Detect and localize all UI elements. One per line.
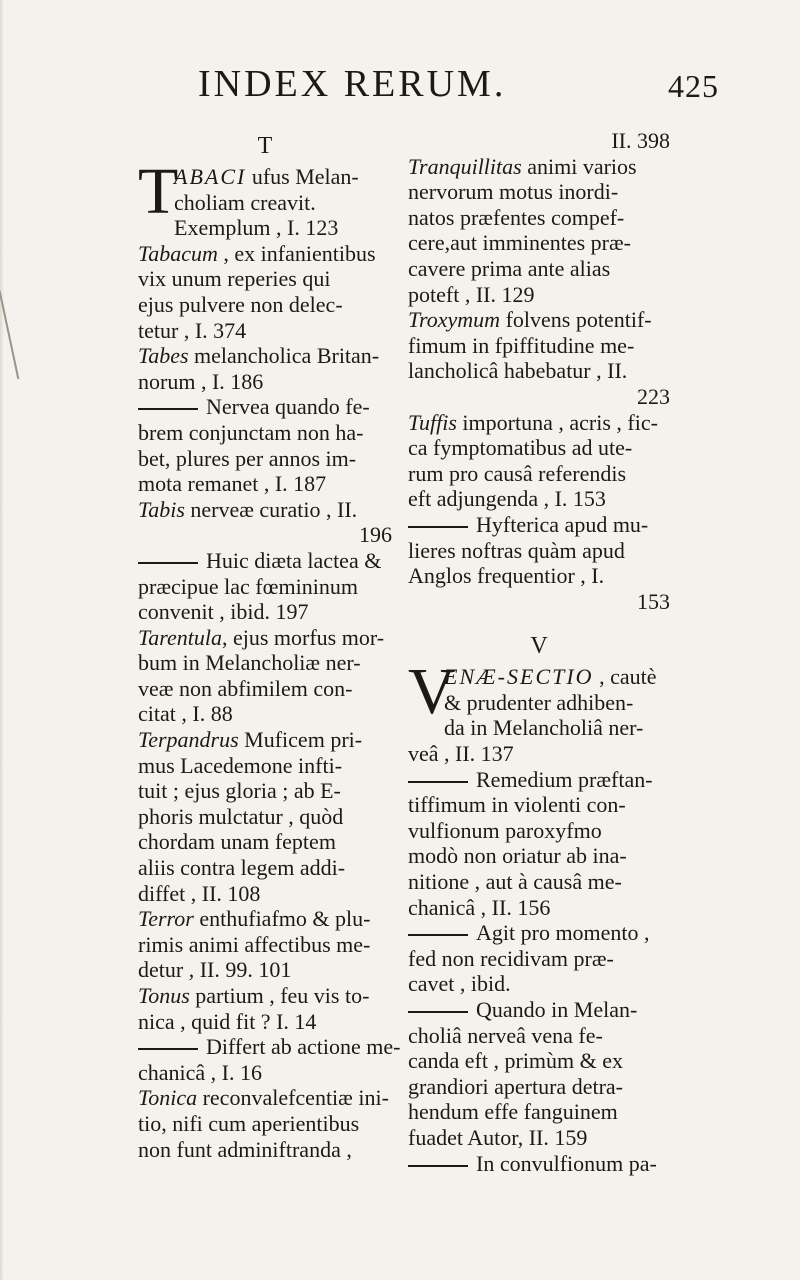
index-text: reconvalefcentiæ ini- xyxy=(197,1085,389,1111)
index-text: Huic diæta lactea & xyxy=(206,547,382,573)
index-term: Tabis xyxy=(138,496,185,522)
index-text: bet, plures per annos im- xyxy=(138,445,357,471)
index-text: citat , I. 88 xyxy=(138,701,233,727)
index-text: ufus Melan- xyxy=(246,164,359,189)
index-text: chanicâ , I. 16 xyxy=(138,1059,262,1085)
index-term: Tonica xyxy=(138,1085,198,1111)
ditto-dash xyxy=(138,408,198,410)
index-text: præcipue lac fœmininum xyxy=(138,573,358,599)
ditto-dash xyxy=(408,781,468,783)
index-line xyxy=(138,855,392,881)
index-line xyxy=(138,420,392,446)
index-text: veæ non abfimilem con- xyxy=(138,675,353,701)
index-line xyxy=(408,307,670,333)
index-term: Tabes xyxy=(138,343,189,369)
index-line xyxy=(408,946,670,972)
index-line xyxy=(138,599,392,625)
index-line xyxy=(408,1048,670,1074)
index-text: folvens potentif- xyxy=(500,307,652,333)
index-line xyxy=(408,869,670,895)
page-number: 425 xyxy=(668,68,719,104)
index-line xyxy=(138,497,392,523)
index-term: Terpandrus xyxy=(138,727,239,753)
index-line xyxy=(408,997,670,1023)
index-text: fimum in fpiffitudine me- xyxy=(408,332,635,358)
index-line xyxy=(408,538,670,564)
index-line xyxy=(138,318,392,344)
index-line xyxy=(408,256,670,282)
index-line xyxy=(138,778,392,804)
index-line xyxy=(408,461,670,487)
index-text: natos præfentes compef- xyxy=(408,204,625,230)
index-text: diffet , II. 108 xyxy=(138,880,261,906)
index-line xyxy=(408,843,670,869)
ditto-dash xyxy=(138,562,198,564)
index-term: Tarentula xyxy=(138,624,222,650)
index-line xyxy=(138,804,392,830)
index-line xyxy=(408,1099,670,1125)
index-text: modò non oriatur ab ina- xyxy=(408,843,627,869)
top-reference: II. 398 xyxy=(611,128,670,153)
index-text: detur , II. 99. 101 xyxy=(138,957,292,983)
running-header xyxy=(198,62,719,106)
index-term: Terror xyxy=(138,906,194,932)
index-line xyxy=(138,215,392,241)
index-text: tuit ; ejus gloria ; ab E- xyxy=(138,778,341,804)
index-text: 196 xyxy=(359,522,392,548)
ditto-dash xyxy=(138,1048,198,1050)
index-line xyxy=(408,920,670,946)
index-text: eft adjungenda , I. 153 xyxy=(408,486,606,512)
index-term: Tabacum xyxy=(138,240,218,266)
page-gutter-shadow xyxy=(0,0,4,1280)
index-line xyxy=(408,818,670,844)
index-text: melancholica Britan- xyxy=(188,343,380,369)
index-line xyxy=(138,983,392,1009)
index-line xyxy=(408,1074,670,1100)
index-line xyxy=(138,522,392,548)
index-text: cere,aut imminentes præ- xyxy=(408,230,631,256)
index-line xyxy=(408,154,670,180)
index-text: phoris mulctatur , quòd xyxy=(138,803,344,829)
index-text: hendum effe fanguinem xyxy=(408,1099,618,1125)
index-line xyxy=(408,384,670,410)
index-term: Troxymum xyxy=(408,307,501,333)
index-text: cavere prima ante alias xyxy=(408,255,611,281)
ditto-dash xyxy=(408,934,468,936)
index-line xyxy=(408,971,670,997)
index-line xyxy=(408,563,670,589)
index-term: ENÆ-SECTIO xyxy=(444,664,594,690)
index-text: mota remanet , I. 187 xyxy=(138,471,327,497)
index-line xyxy=(138,1111,392,1137)
index-text: grandiori apertura detra- xyxy=(408,1073,623,1099)
left-column xyxy=(138,128,401,1162)
index-text: lieres noftras quàm apud xyxy=(408,537,625,563)
index-line xyxy=(138,266,392,292)
index-text: aliis contra legem addi- xyxy=(138,855,346,881)
index-line xyxy=(138,676,392,702)
index-line xyxy=(138,1034,401,1060)
index-text: ca fymptomatibus ad ute- xyxy=(408,435,633,461)
index-line xyxy=(138,957,392,983)
index-line xyxy=(138,292,392,318)
index-line xyxy=(138,906,392,932)
index-text: Differt ab actione me- xyxy=(206,1034,401,1060)
drop-cap: V xyxy=(408,655,456,729)
index-text: & prudenter adhiben- xyxy=(444,689,634,715)
ditto-dash xyxy=(408,1011,468,1013)
index-text: nerveæ curatio , II. xyxy=(184,496,358,522)
index-line xyxy=(138,190,392,216)
index-text: mus Lacedemone infti- xyxy=(138,752,343,778)
index-line xyxy=(138,548,392,574)
ditto-dash xyxy=(408,1165,468,1167)
index-text: In convulfionum pa- xyxy=(476,1150,657,1176)
index-line xyxy=(138,881,392,907)
index-text: fuadet Autor, II. 159 xyxy=(408,1124,588,1150)
index-text: fed non recidivam præ- xyxy=(408,945,614,971)
index-line xyxy=(138,574,392,600)
index-line xyxy=(408,486,670,512)
index-text: vix unum reperies qui xyxy=(138,266,331,292)
index-text: rum pro causâ referendis xyxy=(408,460,627,486)
index-text: , cautè xyxy=(593,664,657,690)
index-line xyxy=(138,1137,392,1163)
index-text: norum , I. 186 xyxy=(138,368,264,394)
index-line xyxy=(408,358,670,384)
index-line xyxy=(408,333,670,359)
section-letter-t: T xyxy=(257,133,273,159)
index-text: canda eft , primùm & ex xyxy=(408,1048,624,1074)
index-text: tiffimum in violenti con- xyxy=(408,792,626,818)
index-line xyxy=(408,589,670,615)
index-line xyxy=(408,690,670,716)
index-text: partium , feu vis to- xyxy=(189,983,370,1008)
index-text: Remedium præftan- xyxy=(476,766,653,792)
index-text: bum in Melancholiæ ner- xyxy=(138,650,361,676)
index-text: cavet , ibid. xyxy=(408,971,511,997)
index-line xyxy=(408,895,670,921)
index-text: brem conjunctam non ha- xyxy=(138,419,364,445)
index-line xyxy=(138,625,392,651)
index-line xyxy=(138,829,392,855)
index-term: Tuffis xyxy=(408,409,457,435)
index-text: animi varios xyxy=(521,153,637,179)
index-line xyxy=(408,792,670,818)
index-text: lancholicâ habebatur , II. xyxy=(408,358,628,384)
section-letter-v: V xyxy=(530,633,548,660)
right-column xyxy=(408,128,670,1176)
index-text: Nervea quando fe- xyxy=(206,394,370,420)
index-text: non funt adminiftranda , xyxy=(138,1136,352,1162)
index-text: tetur , I. 374 xyxy=(138,317,247,343)
index-text: nitione , aut à causâ me- xyxy=(408,869,622,895)
index-line xyxy=(138,394,392,420)
index-line xyxy=(138,727,392,753)
index-line xyxy=(408,282,670,308)
index-text: nica , quid fit ? I. 14 xyxy=(138,1008,317,1034)
index-text: importuna , acris , fic- xyxy=(456,409,658,435)
index-text: veâ , II. 137 xyxy=(408,741,514,767)
index-line xyxy=(408,1151,670,1177)
index-text: Hyfterica apud mu- xyxy=(476,511,649,537)
index-text: Exemplum , I. 123 xyxy=(174,215,339,241)
index-line xyxy=(408,205,670,231)
index-text: da in Melancholiâ ner- xyxy=(444,715,644,741)
index-line xyxy=(138,1085,392,1111)
index-text: , ex infanientibus xyxy=(217,240,376,266)
index-text: chordam unam feptem xyxy=(138,829,336,855)
index-text: choliâ nerveâ vena fe- xyxy=(408,1022,603,1048)
index-text: , ejus morfus mor- xyxy=(221,624,385,650)
index-text: 223 xyxy=(637,383,670,409)
index-line xyxy=(408,767,670,793)
index-text: poteft , II. 129 xyxy=(408,281,535,307)
index-text: choliam creavit. xyxy=(174,189,316,215)
index-line xyxy=(138,701,392,727)
index-line xyxy=(408,410,670,436)
index-line xyxy=(408,715,670,741)
index-text: rimis animi affectibus me- xyxy=(138,931,371,957)
index-line xyxy=(408,1125,670,1151)
index-line xyxy=(408,512,670,538)
index-line xyxy=(408,1023,670,1049)
index-line xyxy=(138,471,392,497)
header-title: INDEX RERUM. xyxy=(198,63,507,105)
index-text: enthufiafmo & plu- xyxy=(193,906,371,932)
index-text: 153 xyxy=(637,588,670,614)
index-text: vulfionum paroxyfmo xyxy=(408,817,602,843)
index-line xyxy=(138,446,392,472)
index-line xyxy=(408,179,670,205)
index-text: Muficem pri- xyxy=(238,727,363,753)
index-text: chanicâ , II. 156 xyxy=(408,894,551,920)
index-line xyxy=(138,369,392,395)
index-line xyxy=(408,741,670,767)
index-text: ejus pulvere non delec- xyxy=(138,291,343,317)
index-line xyxy=(138,241,392,267)
index-term: ABACI xyxy=(174,164,247,189)
index-line xyxy=(138,343,392,369)
index-line xyxy=(138,932,392,958)
index-line xyxy=(138,650,392,676)
index-term: Tranquillitas xyxy=(408,153,522,179)
drop-cap: T xyxy=(138,155,179,228)
index-text: Agit pro momento , xyxy=(476,920,650,946)
index-text: nervorum motus inordi- xyxy=(408,179,619,205)
index-text: convenit , ibid. 197 xyxy=(138,599,309,625)
index-line xyxy=(138,1060,392,1086)
index-line xyxy=(408,435,670,461)
ditto-dash xyxy=(408,526,468,528)
index-text: Anglos frequentior , I. xyxy=(408,563,605,589)
index-line xyxy=(408,230,670,256)
index-text: tio, nifi cum aperientibus xyxy=(138,1110,360,1136)
index-line xyxy=(138,753,392,779)
index-line xyxy=(138,1009,392,1035)
index-term: Tonus xyxy=(138,983,190,1008)
index-text: Quando in Melan- xyxy=(476,997,638,1022)
